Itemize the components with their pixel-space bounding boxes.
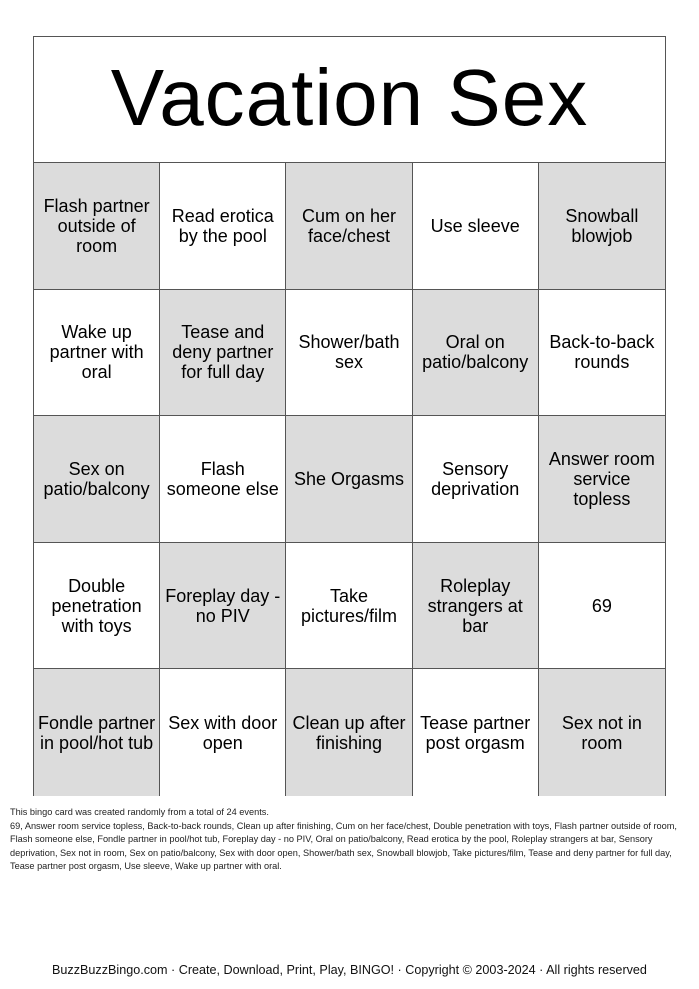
bingo-cell bbox=[286, 669, 412, 796]
bingo-card bbox=[33, 36, 666, 796]
bingo-cell-text: Double penetration with toys bbox=[51, 575, 142, 636]
events-footnote bbox=[10, 806, 685, 874]
card-title: Vacation Sex bbox=[110, 52, 589, 142]
bingo-cell bbox=[160, 669, 286, 796]
bingo-cell-text: Tease and deny partner for full day bbox=[172, 322, 274, 383]
bingo-cell bbox=[413, 669, 539, 796]
bingo-cell bbox=[539, 669, 665, 796]
bingo-cell-text: She Orgasms bbox=[293, 468, 405, 489]
bingo-cell bbox=[160, 416, 286, 543]
bingo-cell-text: Read erotica by the pool bbox=[171, 205, 274, 246]
bingo-cell bbox=[286, 543, 412, 670]
bingo-cell-text: Sensory deprivation bbox=[431, 458, 520, 499]
bingo-cell-text: 69 bbox=[591, 595, 612, 616]
bingo-cell bbox=[34, 290, 160, 417]
footnote-event-list: 69, Answer room service topless, Back-to-back rounds, Clean up after finishing, Cum on her face/chest, Double penetration with toys, Flash partner outside of room, Flash someone else, Fondle partner in pool/hot tub, Foreplay day - no PIV, Oral on patio/balcony, Read erotica by the pool, Roleplay strangers at bar, Sensory deprivation, Sex not in room, Sex on patio/balcony, Sex with door open, Shower/bath sex, Snowball blowjob, Take pictures/film, Tease and deny partner for full day, Tease partner post orgasm, Use sleeve, Wake up partner with oral. bbox=[10, 820, 677, 871]
bingo-cell bbox=[34, 669, 160, 796]
bingo-cell bbox=[539, 290, 665, 417]
bingo-cell bbox=[160, 290, 286, 417]
bingo-cell bbox=[539, 543, 665, 670]
bingo-cell-text: Cum on her face/chest bbox=[301, 205, 397, 246]
bingo-cell-text: Flash someone else bbox=[166, 458, 279, 499]
bingo-grid bbox=[34, 163, 665, 796]
bingo-cell bbox=[413, 416, 539, 543]
bingo-cell-text: Flash partner outside of room bbox=[43, 195, 150, 256]
bingo-cell-text: Sex not in room bbox=[561, 712, 642, 753]
bingo-cell-text: Roleplay strangers at bar bbox=[427, 575, 523, 636]
bingo-cell bbox=[34, 416, 160, 543]
bingo-cell bbox=[286, 163, 412, 290]
bingo-cell bbox=[286, 416, 412, 543]
bingo-cell-text: Back-to-back rounds bbox=[549, 332, 655, 373]
bingo-cell-text: Shower/bath sex bbox=[298, 332, 400, 373]
bingo-cell-text: Fondle partner in pool/hot tub bbox=[38, 712, 156, 753]
site-footer: BuzzBuzzBingo.com · Create, Download, Print, Play, BINGO! · Copyright © 2003-2024 · All rights reserved bbox=[52, 963, 647, 977]
bingo-cell-text: Snowball blowjob bbox=[565, 205, 639, 246]
bingo-cell bbox=[160, 163, 286, 290]
bingo-cell bbox=[34, 543, 160, 670]
bingo-cell-text: Wake up partner with oral bbox=[49, 322, 144, 383]
footnote-intro: This bingo card was created randomly from a total of 24 events. bbox=[10, 807, 269, 817]
bingo-cell-text: Tease partner post orgasm bbox=[420, 712, 531, 753]
bingo-cell bbox=[413, 543, 539, 670]
bingo-cell-text: Clean up after finishing bbox=[292, 712, 406, 753]
bingo-cell bbox=[413, 290, 539, 417]
bingo-cell bbox=[286, 290, 412, 417]
bingo-cell-text: Take pictures/film bbox=[300, 585, 397, 626]
bingo-cell-text: Sex with door open bbox=[168, 712, 278, 753]
bingo-cell-text: Sex on patio/balcony bbox=[43, 458, 150, 499]
bingo-cell bbox=[413, 163, 539, 290]
bingo-cell bbox=[539, 416, 665, 543]
bingo-cell-text: Foreplay day - no PIV bbox=[165, 585, 281, 626]
bingo-cell-text: Answer room service topless bbox=[548, 448, 655, 509]
bingo-cell bbox=[539, 163, 665, 290]
bingo-cell-text: Oral on patio/balcony bbox=[422, 332, 529, 373]
bingo-cell bbox=[34, 163, 160, 290]
card-title-cell bbox=[34, 37, 665, 163]
bingo-cell-text: Use sleeve bbox=[430, 215, 520, 236]
bingo-cell bbox=[160, 543, 286, 670]
